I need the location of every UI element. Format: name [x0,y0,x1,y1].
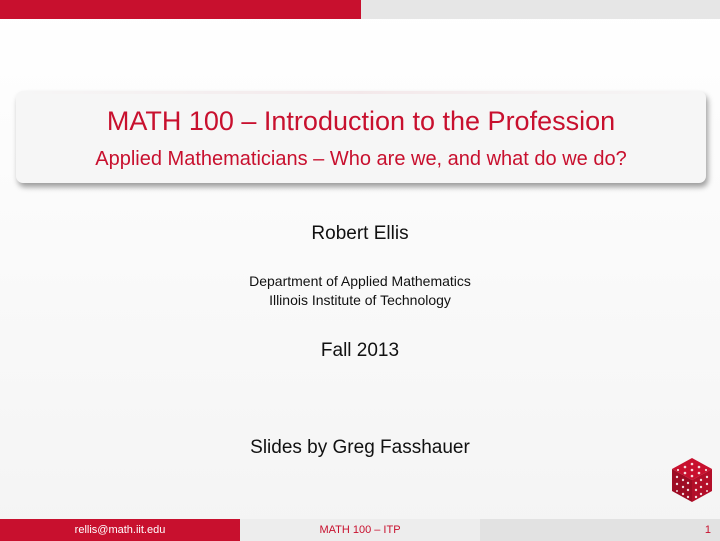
slides-credit: Slides by Greg Fasshauer [250,437,470,458]
institute-department: Department of Applied Mathematics [249,273,471,289]
author-name: Robert Ellis [311,223,409,244]
top-bar-gray-segment [361,0,720,19]
slide-title: MATH 100 – Introduction to the Profession [106,106,616,136]
presentation-date: Fall 2013 [320,340,400,361]
top-bar-accent-segment [0,0,361,19]
institute-name: Illinois Institute of Technology [269,292,451,308]
slide-subtitle: Applied Mathematicians – Who are we, and what do we do? [95,148,627,170]
footer-short-title: MATH 100 – ITP [240,519,480,541]
footer-page-number: 1 [704,524,711,536]
iit-cube-logo-icon [668,456,716,504]
footer-page-section [480,519,720,541]
footer-email: rellis@math.iit.edu [0,519,240,541]
footer-bar [0,519,720,541]
top-progress-bar [0,0,720,19]
